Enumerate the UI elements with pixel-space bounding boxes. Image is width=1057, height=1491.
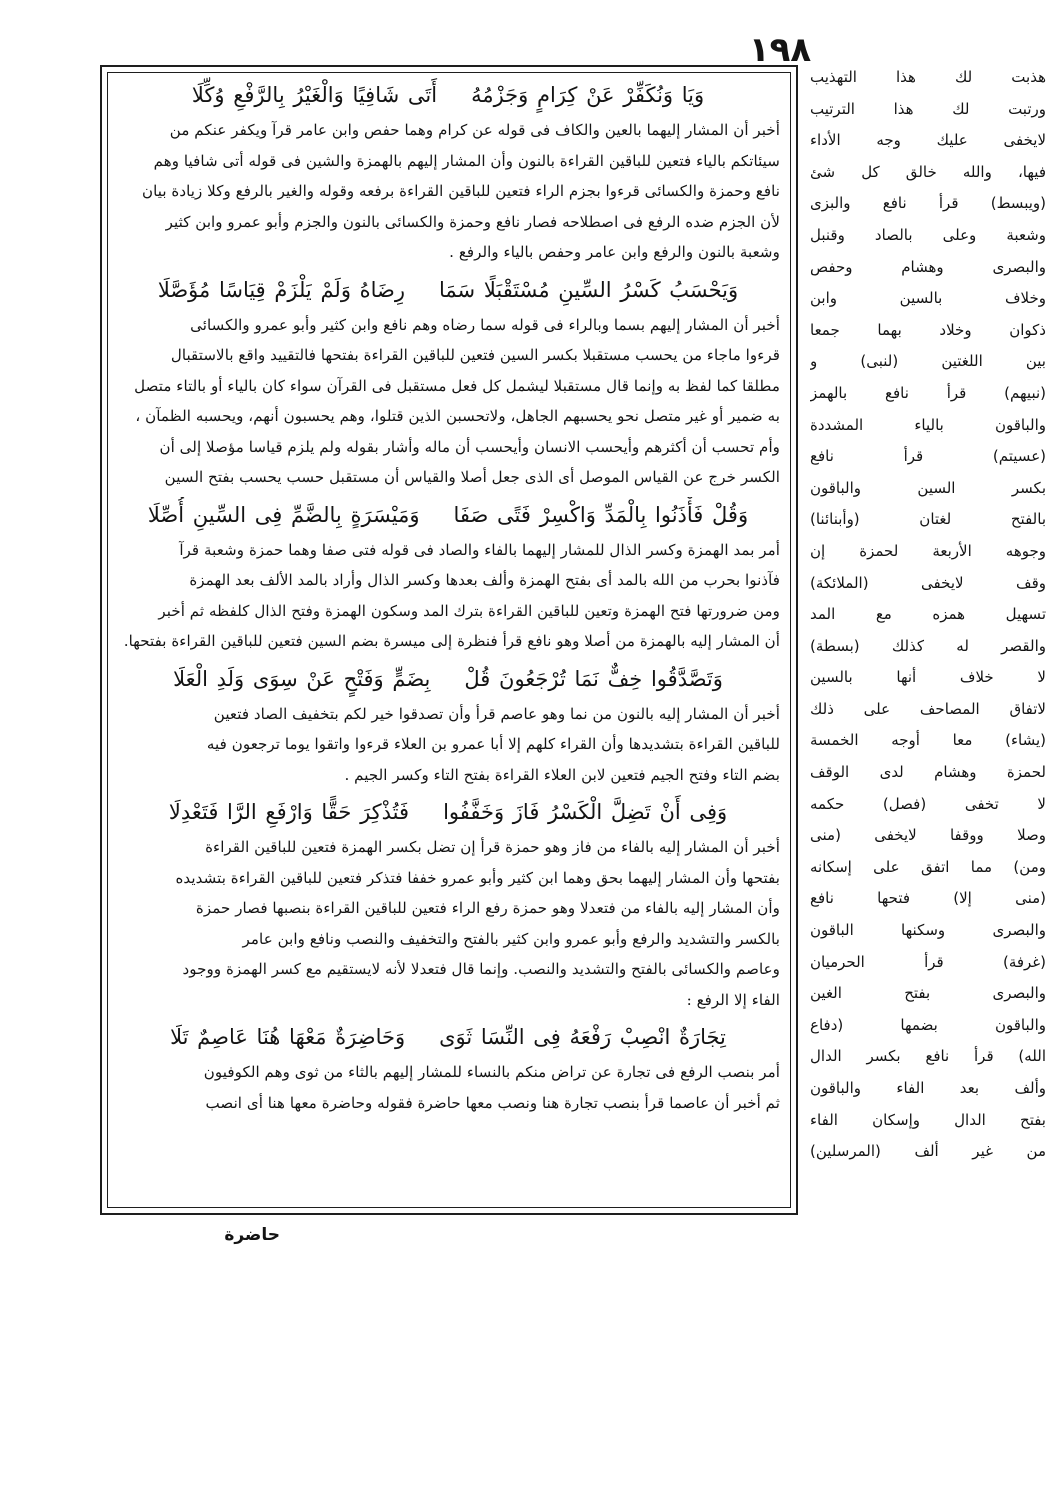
margin-note-line: لحمزة وهشام لدى الوقف <box>810 763 1046 782</box>
margin-note-line: فيها، والله خالق كل شئ <box>810 162 1046 181</box>
verse-first-hemistich: وَيَحْسَبُ كَسْرُ السِّينِ مُسْتَقْبَلًا سَمَا <box>439 277 739 302</box>
margin-note-line: والبصرى وهشام وحفص <box>810 257 1046 276</box>
margin-note-line: ورتبت لك هذا الترتيب <box>810 99 1046 118</box>
commentary-line: سيئاتكم بالياء فتعين للباقين القراءة بالنون وأن المشار إليهم بالهمزة والشين فى قوله أتى شافيا وهم <box>153 151 780 170</box>
margin-note-line: بين اللغتين (لنبى) و <box>810 352 1046 371</box>
verse-line <box>116 1019 780 1055</box>
commentary-line: مطلقا كما لفظ به وإنما قال مستقبلا ليشمل كل فعل مستقبل فى القرآن سواء كان بالياء أو بالتاء متصل <box>134 376 780 395</box>
verse-second-hemistich: أَتَى شَافِيًا وَالْغَيْرُ بِالرَّفْعِ وُكِّلَا <box>191 83 438 107</box>
verse-first-hemistich: تِجَارَةٌ انْصِبْ رَفْعَهُ فِى النِّسَا ثَوَى <box>439 1025 726 1049</box>
main-text-frame <box>100 65 798 1215</box>
margin-note-line: والبصرى وسكنها الباقون <box>810 921 1046 940</box>
margin-note-line: ومن) مما اتفق على إسكانه <box>810 857 1046 876</box>
margin-note-line: وألف بعد الفاء والباقون <box>810 1079 1046 1097</box>
commentary-line: ومن ضرورتها فتح الهمزة وتعين للباقين القراءة بترك المد وسكون الهمزة وفتح الذال كلفظه ثم أخبر <box>158 601 780 620</box>
margin-note-line: (غرفة) قرأ الحرميان <box>810 952 1046 971</box>
verse-first-hemistich: وَفِى أَنْ تَضِلَّ الْكَسْرُ فَازَ وَخَفَّفُوا <box>443 800 728 824</box>
commentary-line: للباقين القراءة بتشديدها وأن القراء كلهم إلا أبا عمرو بن العلاء قرءوا واتقوا يوما ترجعون فيه <box>206 735 780 753</box>
margin-note-line: وخلاف بالسين وابن <box>810 289 1046 308</box>
commentary-line: الفاء إلا الرفع : <box>686 990 780 1009</box>
verse-second-hemistich: بِضَمٍّ وَفَتْحٍ عَنْ سِوَى وَلَدِ الْعَلَا <box>173 666 431 691</box>
margin-note-line: (يشاء) معا أوجه الخمسة <box>810 731 1046 750</box>
margin-note-line: (ويبسط) قرأ نافع والبزى <box>810 194 1046 213</box>
verse-second-hemistich: وَحَاضِرَةٌ مَعْهَا هُنَا عَاصِمٌ تَلَا <box>170 1025 406 1049</box>
margin-note-line: وقف لايخفى (الملائكة) <box>810 573 1046 592</box>
page-number: ١٩٨ <box>748 30 812 70</box>
verse-line <box>116 497 780 533</box>
verse-second-hemistich: وَمَيْسَرَةٍ بِالضَّمِّ فِى السِّينِ أُصِّلَا <box>147 502 420 527</box>
commentary-line: أمر بمد الهمزة وكسر الذال للمشار إليهما بالفاء والصاد فى قوله فتى صفا وهما حمزة وشعبة قرآ <box>179 540 780 559</box>
commentary-line: ثم أخبر أن عاصما قرأ بنصب تجارة هنا ونصب معها حاضرة فقوله وحاضرة معها هنا أى انصب <box>205 1093 780 1112</box>
verse-second-hemistich: رِضَاهُ وَلَمْ يَلْزَمْ قِيَاسًا مُؤَصَّلَا <box>157 277 406 302</box>
margin-note-line: (منى إلا) فتحها نافع <box>810 889 1046 908</box>
commentary-line: لأن الجزم ضده الرفع فى اصطلاحه فصار نافع وحمزة والكسائى بالنون والجزم وأبو عمرو وابن كثير <box>165 212 780 231</box>
commentary-line: أخبر أن المشار إليه بالنون من نما وهو عاصم قرأ وأن تصدقوا خير لكم بتخفيف الصاد فتعين <box>213 704 780 723</box>
commentary-line: وأن المشار إليه بالفاء من فتعدلا وهو حمزة رفع الراء فتعين للباقين القراءة بنصبها فصار حمزة <box>195 899 780 917</box>
verse-line <box>116 272 780 308</box>
commentary-line: أمر بنصب الرفع فى تجارة عن تراض منكم بالنساء للمشار إليهم بالثاء من ثوى وهم الكوفيون <box>203 1063 780 1081</box>
verse-first-hemistich: وَقُلْ فَأْذَنُوا بِالْمَدِّ وَاكْسِرْ فَتًى صَفَا <box>453 502 749 527</box>
margin-note-line: لاتفاق المصاحف على ذلك <box>810 699 1046 718</box>
verse-line <box>116 661 780 697</box>
verse-second-hemistich: فَتُذْكِرَ حَقًّا وَارْفَعِ الرَّا فَتَعْدِلَا <box>168 800 410 824</box>
commentary-line: بضم التاء وفتح الجيم فتعين لابن العلاء القراءة بفتح التاء وكسر الجيم . <box>344 765 780 784</box>
margin-note-line: (عسيتم) قرأ نافع <box>810 447 1046 466</box>
margin-note-line: بكسر السين والباقون <box>810 478 1046 497</box>
commentary-line: نافع وحمزة والكسائى قرءوا بجزم الراء فتعين للباقين القراءة برفعه وقوله والغير بالرفع وكلا زيادة بيان <box>142 182 780 200</box>
margin-note-line: لا تخفى (فصل) حكمه <box>810 794 1046 813</box>
margin-notes <box>810 62 1046 1322</box>
margin-note-line: والقصر له كذلك (بسطة) <box>810 636 1046 655</box>
commentary-line: بفتحها وأن المشار إليهما بحق وهما ابن كثير وأبو عمرو خففا فتذكر فتعين للباقين القراءة بتشديده <box>175 868 780 887</box>
margin-note-line: لا خلاف أنها بالسين <box>810 668 1046 687</box>
commentary-line: أخبر أن المشار إليه بالفاء من فاز وهو حمزة قرأ إن تضل بكسر الهمزة فتعين للباقين القراءة <box>205 838 780 856</box>
commentary-line: وعاصم والكسائى بالفتح والتشديد والنصب. وإنما قال فتعدلا لأنه لايستقيم مع كسر الهمزة ووجود <box>182 960 780 978</box>
margin-note-line: وشعبة وعلى بالصاد وقنبل <box>810 225 1046 244</box>
margin-note-line: من غير ألف (المرسلين) <box>810 1142 1046 1161</box>
verse-line <box>116 794 780 830</box>
margin-note-line: والباقون بالياء المشددة <box>810 415 1046 434</box>
commentary-line: وشعبة بالنون والرفع وابن عامر وحفص بالياء والرفع . <box>449 243 780 261</box>
catchword: حاضرة <box>224 1225 280 1245</box>
commentary-line: قرءوا ماجاء من يحسب مستقبلا بكسر السين فتعين للباقين القراءة بفتحها فالتقييد واقع بالاستقبال <box>170 346 780 364</box>
margin-note-line: هذبت لك هذا التهذيب <box>810 68 1046 86</box>
main-text <box>116 73 780 1203</box>
commentary-line: وأم تحسب أن أكثرهم وأيحسب الانسان وأيحسب أن ماله وأشار بقوله ولم يلزم قياسا مؤصلا إلى أن <box>159 437 780 456</box>
commentary-line: الكسر خرج عن القياس الموصل أى الذى جعل أصلا والقياس أن مستقبل حسب يحسب بفتح السين <box>164 468 780 486</box>
commentary-line: به ضمير أو غير متصل نحو يحسبهم الجاهل، ولاتحسبن الذين قتلوا، وهم يحسبون أنهم، ويحسبه الظمآن ، <box>135 407 780 425</box>
commentary-line: بالكسر والتشديد والرفع وأبو عمرو وابن كثير بالفتح والتخفيف والنصب ونافع وابن عامر <box>242 929 780 948</box>
margin-note-line: تسهيل همزه مع المد <box>810 605 1046 624</box>
commentary-line: أن المشار إليه بالهمزة من أصلا وهو نافع قرأ فنظرة إلى ميسرة بضم السين فتعين للباقين القراءة بفتحها. <box>123 632 780 650</box>
margin-note-line: بفتح الدال وإسكان الفاء <box>810 1110 1046 1129</box>
margin-note-line: وجوهه الأربعة لحمزة إن <box>810 541 1046 560</box>
margin-note-line: الله) قرأ نافع بكسر الدال <box>810 1047 1046 1066</box>
commentary-line: أخبر أن المشار إليهم بسما وبالراء فى قوله سما رضاه وهم نافع وابن كثير وأبو عمرو والكسائى <box>190 315 780 334</box>
margin-note-line: لايخفى عليك وجه الأداء <box>810 131 1046 150</box>
verse-first-hemistich: وَتَصَّدَّقُوا خِفٌّ نَمَا تُرْجَعُونَ قُلْ <box>464 666 723 691</box>
verse-first-hemistich: وَيَا وَنُكَفِّرْ عَنْ كِرَامٍ وَجَزْمُهُ <box>471 83 705 107</box>
margin-note-line: وصلا ووقفا لايخفى (منى <box>810 826 1046 845</box>
margin-note-line: والباقون بضمها (دفاع <box>810 1015 1046 1034</box>
margin-note-line: (نبيهم) قرأ نافع بالهمز <box>810 383 1046 402</box>
commentary-line: أخبر أن المشار إليهما بالعين والكاف فى قوله عن كرام وهما حفص وابن عامر قرآ ويكفر عنكم من <box>169 121 780 139</box>
verse-line <box>116 77 780 113</box>
margin-note-line: بالفتح لغتان (وأبنائنا) <box>810 510 1046 529</box>
margin-note-line: ذكوان وخلاد بهما جمعا <box>810 320 1046 339</box>
commentary-line: فآذنوا بحرب من الله بالمد أى بفتح الهمزة وألف بعدها وكسر الذال وأراد بالمد الألف بعد الهمزة <box>189 571 780 589</box>
margin-note-line: والبصرى بفتح الغين <box>810 984 1046 1003</box>
